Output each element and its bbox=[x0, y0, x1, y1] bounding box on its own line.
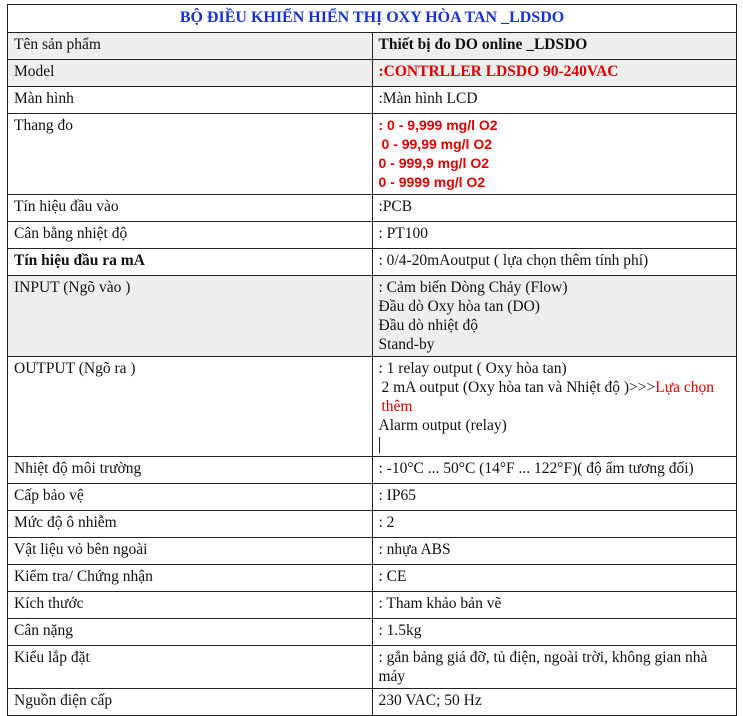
output-line-3: Alarm output (relay) bbox=[378, 417, 507, 434]
table-row bbox=[8, 689, 737, 716]
table-title: BỘ ĐIỀU KHIỂN HIỂN THỊ OXY HÒA TAN _LDSDO bbox=[8, 5, 737, 33]
row-value: Thiết bị đo DO online _LDSDO bbox=[372, 33, 737, 60]
table-row bbox=[8, 276, 737, 357]
input-line-3: Đầu dò nhiệt độ bbox=[378, 317, 478, 334]
row-label: Nhiệt độ môi trường bbox=[8, 457, 373, 484]
range-line-2: 0 - 99,99 mg/l O2 bbox=[381, 136, 492, 152]
text-cursor bbox=[379, 437, 380, 453]
row-label: OUTPUT (Ngõ ra ) bbox=[8, 357, 373, 457]
table-row bbox=[8, 646, 737, 689]
table-row bbox=[8, 87, 737, 114]
title-row bbox=[8, 5, 737, 33]
row-value: : nhựa ABS bbox=[372, 538, 737, 565]
row-label: Mức độ ô nhiễm bbox=[8, 511, 373, 538]
row-value: : 2 bbox=[372, 511, 737, 538]
row-label: Cân bằng nhiệt độ bbox=[8, 222, 373, 249]
table-row bbox=[8, 592, 737, 619]
table-row bbox=[8, 249, 737, 276]
range-line-3: 0 - 999,9 mg/l O2 bbox=[378, 155, 489, 171]
table-row bbox=[8, 619, 737, 646]
row-value-multiline bbox=[372, 357, 737, 457]
table-row bbox=[8, 357, 737, 457]
row-label: Tên sản phẩm bbox=[8, 33, 373, 60]
row-value: : CE bbox=[372, 565, 737, 592]
row-label: Kiểm tra/ Chứng nhận bbox=[8, 565, 373, 592]
table-row bbox=[8, 457, 737, 484]
table-row bbox=[8, 60, 737, 87]
input-line-2: Đầu dò Oxy hòa tan (DO) bbox=[378, 298, 540, 315]
table-row bbox=[8, 484, 737, 511]
optional-extra-note: Lựa chọn thêm bbox=[381, 379, 715, 415]
spec-table bbox=[7, 4, 737, 716]
row-value: : -10°C ... 50°C (14°F ... 122°F)( độ ẩm tương đối) bbox=[372, 457, 737, 484]
row-value: : PT100 bbox=[372, 222, 737, 249]
row-value-multiline bbox=[372, 114, 737, 195]
row-value: : gắn bảng giá đỡ, tủ điện, ngoài trời, không gian nhà máy bbox=[372, 646, 737, 689]
row-label: Kích thước bbox=[8, 592, 373, 619]
table-row bbox=[8, 565, 737, 592]
range-line-4: 0 - 9999 mg/l O2 bbox=[378, 174, 486, 190]
row-label: INPUT (Ngõ vào ) bbox=[8, 276, 373, 357]
row-value: : 0/4-20mAoutput ( lựa chọn thêm tính phí) bbox=[372, 249, 737, 276]
table-row bbox=[8, 33, 737, 60]
row-value: : IP65 bbox=[372, 484, 737, 511]
table-row bbox=[8, 222, 737, 249]
row-value: : 1.5kg bbox=[372, 619, 737, 646]
row-label: Vật liệu vỏ bên ngoài bbox=[8, 538, 373, 565]
row-label: Cân nặng bbox=[8, 619, 373, 646]
row-value: :Màn hình LCD bbox=[372, 87, 737, 114]
text-cursor-line bbox=[379, 435, 731, 454]
row-label: Tín hiệu đầu vào bbox=[8, 195, 373, 222]
range-line-1: : 0 - 9,999 mg/l O2 bbox=[378, 117, 498, 133]
row-value: 230 VAC; 50 Hz bbox=[372, 689, 737, 716]
row-label: Kiểu lắp đặt bbox=[8, 646, 373, 689]
input-line-4: Stand-by bbox=[378, 336, 435, 353]
table-row bbox=[8, 538, 737, 565]
table-row bbox=[8, 114, 737, 195]
input-line-1: : Cảm biến Dòng Chảy (Flow) bbox=[378, 279, 568, 296]
row-value-multiline bbox=[372, 276, 737, 357]
row-label: Màn hình bbox=[8, 87, 373, 114]
table-row bbox=[8, 511, 737, 538]
row-value: :CONTRLLER LDSDO 90-240VAC bbox=[372, 60, 737, 87]
output-line-2 bbox=[379, 378, 731, 416]
table-row bbox=[8, 195, 737, 222]
row-label: Tín hiệu đầu ra mA bbox=[8, 249, 373, 276]
row-label: Nguồn điện cấp bbox=[8, 689, 373, 716]
row-label: Model bbox=[8, 60, 373, 87]
output-line-2-text: 2 mA output (Oxy hòa tan và Nhiệt độ )>>> bbox=[381, 379, 656, 396]
output-line-1: : 1 relay output ( Oxy hòa tan) bbox=[378, 360, 567, 377]
row-label: Thang đo bbox=[8, 114, 373, 195]
row-label: Cấp bảo vệ bbox=[8, 484, 373, 511]
spec-table-container bbox=[7, 4, 737, 716]
row-value: :PCB bbox=[372, 195, 737, 222]
row-value: : Tham khảo bản vẽ bbox=[372, 592, 737, 619]
